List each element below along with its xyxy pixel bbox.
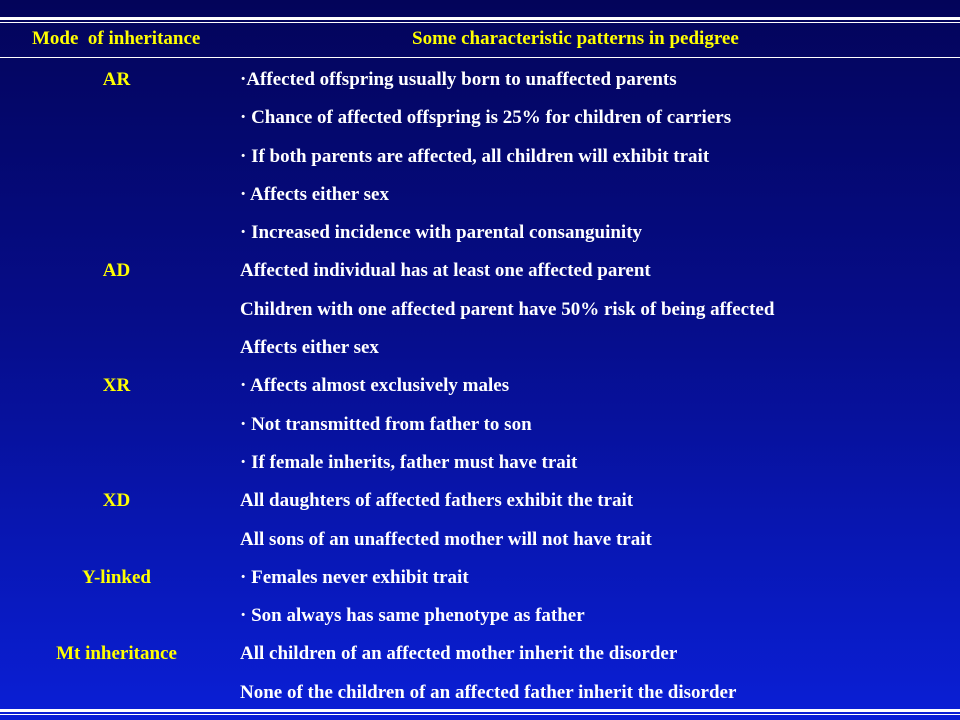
table-row: [0, 252, 960, 290]
pattern-cell: · If female inherits, father must have trait: [240, 451, 578, 473]
pattern-cell: · Son always has same phenotype as father: [240, 605, 585, 627]
pattern-cell: Children with one affected parent have 50% risk of being affected: [240, 298, 775, 320]
table-row: [0, 291, 960, 329]
pattern-cell: · If both parents are affected, all children will exhibit trait: [240, 145, 710, 167]
pattern-cell: · Females never exhibit trait: [240, 566, 469, 588]
table-row: [0, 99, 960, 137]
pattern-cell: All children of an affected mother inherit the disorder: [240, 643, 678, 665]
mode-cell: AD: [102, 260, 131, 282]
table-row: [0, 138, 960, 176]
pattern-cell: All sons of an unaffected mother will not have trait: [240, 528, 652, 550]
table-row: [0, 635, 960, 673]
table-row: [0, 406, 960, 444]
table-row: [0, 482, 960, 520]
table-row: [0, 559, 960, 597]
table-row: [0, 61, 960, 99]
table-bottom-rule-thick: [0, 709, 960, 712]
header-divider-rule: [0, 57, 960, 58]
table-row: [0, 444, 960, 482]
table-row: [0, 367, 960, 405]
header-mode-of-inheritance: Mode of inheritance: [32, 28, 201, 49]
table-row: [0, 521, 960, 559]
table-bottom-rule-thin: [0, 714, 960, 715]
table-header: [0, 28, 960, 54]
pattern-cell: · Chance of affected offspring is 25% for children of carriers: [240, 107, 732, 129]
mode-cell: AR: [102, 69, 131, 90]
mode-cell: XR: [102, 375, 131, 397]
table-row: [0, 176, 960, 214]
mode-cell: Y-linked: [82, 566, 151, 588]
pattern-cell: · Increased incidence with parental consanguinity: [240, 222, 643, 244]
header-characteristic-patterns: Some characteristic patterns in pedigree: [412, 28, 739, 49]
pattern-cell: Affects either sex: [240, 337, 379, 359]
table-row: [0, 214, 960, 252]
pattern-cell: All daughters of affected fathers exhibit the trait: [240, 490, 634, 512]
pattern-cell: ·Affected offspring usually born to unaffected parents: [240, 69, 677, 90]
table-row: [0, 329, 960, 367]
inheritance-table-body: [0, 61, 960, 712]
pattern-cell: · Affects almost exclusively males: [240, 375, 510, 397]
mode-cell: Mt inheritance: [56, 643, 177, 665]
table-top-rule-thin: [0, 22, 960, 23]
mode-cell: XD: [102, 490, 131, 512]
table-row: [0, 674, 960, 712]
pattern-cell: Affected individual has at least one affected parent: [240, 260, 651, 282]
pattern-cell: · Affects either sex: [240, 183, 389, 205]
table-row: [0, 597, 960, 635]
pattern-cell: None of the children of an affected father inherit the disorder: [240, 681, 737, 703]
table-top-rule-thick: [0, 17, 960, 20]
pattern-cell: · Not transmitted from father to son: [240, 413, 532, 435]
